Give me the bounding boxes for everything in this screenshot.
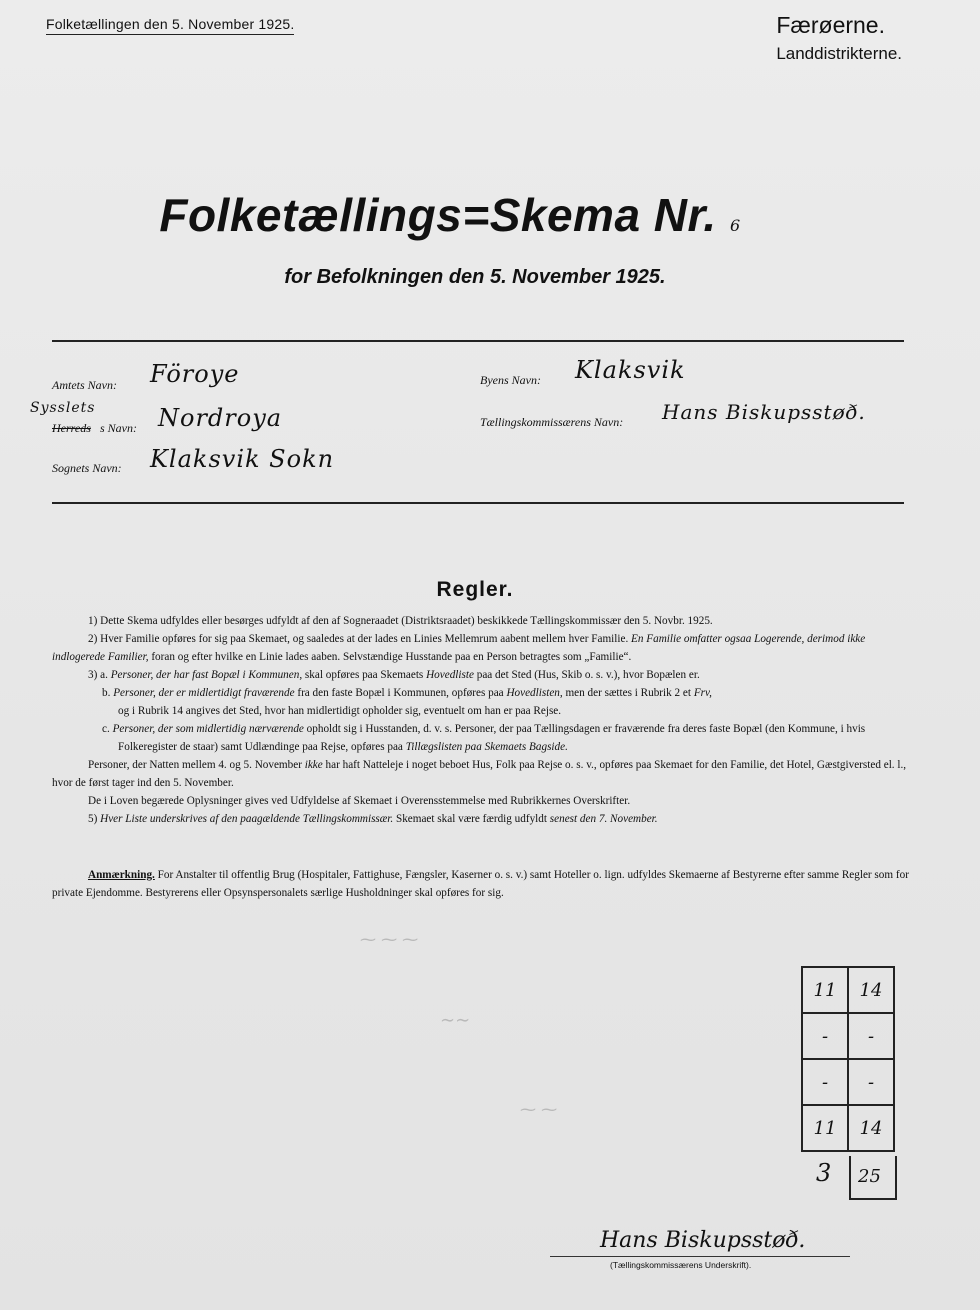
rule-3b-line2: og i Rubrik 14 angives det Sted, hvor han midlertidigt opholder sig, eventuelt om han er paa Rejse.: [118, 705, 562, 717]
rule-5: 5) Hver Liste underskrives af den paagældende Tællingskommissær. Skemaet skal være færdig udfyldt senest den 7. November.: [88, 813, 658, 825]
form-number: 6: [729, 216, 741, 235]
tally-row: [802, 1105, 894, 1151]
amt-label: Amtets Navn:: [52, 378, 117, 392]
sysel-value: Nordroya: [158, 404, 283, 432]
form-subtitle: for Befolkningen den 5. November 1925.: [284, 266, 666, 288]
sysel-struck-label: Herreds: [52, 421, 91, 435]
annotation-note: [52, 866, 912, 902]
bleed-through-mark: ∼∼: [440, 1010, 471, 1031]
signature: Hans Biskupsstøð.: [600, 1228, 806, 1253]
tally-row: [802, 1013, 894, 1059]
sogn-label: Sognets Navn:: [52, 461, 122, 475]
form-title-text: Folketællings=Skema Nr.: [159, 189, 717, 241]
district-heading: Landdistrikterne.: [776, 44, 902, 63]
tally-cell: -: [802, 1013, 848, 1059]
rule-2: 2) Hver Familie opføres for sig paa Skemaet, og saaledes at der lades en Linies Mellemrum aabent mellem hver Familie. En Familie omfatter ogsaa Logerende, derimod ikke indlogerede Familier, foran og efter hvilke en Linie lades aaben. Selvstændige Husstande paa en Person betragtes som „Familie“.: [52, 633, 866, 663]
note-heading: Anmærkning.: [88, 869, 155, 881]
tally-cell: 14: [848, 1105, 894, 1151]
tally-cell: 11: [802, 967, 848, 1013]
tally-extra-right: 25: [858, 1166, 881, 1187]
bleed-through-mark: ⁓ ⁓: [520, 1100, 558, 1119]
rule-3a: 3) a. Personer, der har fast Bopæl i Kommunen, skal opføres paa Skemaets Hovedliste paa det Sted (Hus, Skib o. s. v.), hvor Bopælen er.: [88, 669, 700, 681]
tally-cell: -: [848, 1059, 894, 1105]
rule-1: 1) Dette Skema udfyldes eller besørges udfyldt af den af Sogneraadet (Distriktsraadet) beskikkede Tællingskommissær den 5. Novbr. 1925.: [88, 615, 713, 627]
bleed-through-mark: ⁓ ⁓ ⁓: [360, 930, 419, 949]
by-value: Klaksvik: [575, 356, 686, 384]
divider-top: [52, 340, 904, 342]
tally-cell: -: [802, 1059, 848, 1105]
tally-cell: -: [848, 1013, 894, 1059]
kommissaer-label: Tællingskommissærens Navn:: [480, 415, 624, 429]
sysel-label: s Navn:: [100, 421, 137, 435]
amt-value: Föroye: [150, 360, 240, 388]
tally-row: [802, 1059, 894, 1105]
rule-3b: b. Personer, der er midlertidigt fraværende fra den faste Bopæl i Kommunen, opføres paa Hovedlisten, men der sættes i Rubrik 2 et Frv,: [102, 687, 712, 699]
tally-extra-left: 3: [816, 1159, 832, 1187]
rule-3c: c. Personer, der som midlertidig nærværende opholdt sig i Husstanden, d. v. s. Personer, der paa Tællingsdagen er fraværende fra deres faste Bopæl (den Kommune, i hvis Folkeregister de staar) samt Udlændinge paa Rejse, opføres paa Tillægslisten paa Skemaets Bagside.: [102, 723, 866, 753]
rules-title: Regler.: [436, 578, 514, 601]
tally-row: [802, 967, 894, 1013]
note-text: For Anstalter til offentlig Brug (Hospitaler, Fattighuse, Fængsler, Kaserner o. s. v.) samt Hoteller o. lign. udfyldes Skemaerne af Bestyrerne efter samme Regler som for private Ejendomme. Bestyrerens eller Opsynspersonalets særlige Husholdninger skal opføres for sig.: [52, 869, 909, 899]
kommissaer-value: Hans Biskupsstøð.: [662, 400, 866, 424]
divider-bottom: [52, 502, 904, 504]
rule-4b: De i Loven begærede Oplysninger gives ved Udfyldelse af Skemaet i Overensstemmelse med Rubrikkernes Overskrifter.: [88, 795, 631, 807]
sogn-value: Klaksvik Sokn: [150, 445, 335, 473]
tally-cell: 11: [802, 1105, 848, 1151]
rule-4: Personer, der Natten mellem 4. og 5. November ikke har haft Natteleje i noget beboet Hus, Folk paa Rejse o. s. v., opføres paa Skemaet for den Familie, det Hotel, Gæstgiversted el. l., hvor de først tager ind den 5. November.: [52, 759, 907, 789]
tally-grid: [801, 966, 895, 1152]
signature-line: [550, 1256, 850, 1257]
form-title: [0, 188, 900, 242]
signature-caption: (Tællingskommissærens Underskrift).: [610, 1260, 752, 1270]
by-label: Byens Navn:: [480, 373, 541, 387]
census-date-header: Folketællingen den 5. November 1925.: [46, 16, 294, 35]
rules-body: [52, 612, 912, 828]
region-heading: Færøerne.: [776, 12, 885, 38]
sysel-correction: Sysslets: [30, 400, 96, 416]
tally-cell: 14: [848, 967, 894, 1013]
